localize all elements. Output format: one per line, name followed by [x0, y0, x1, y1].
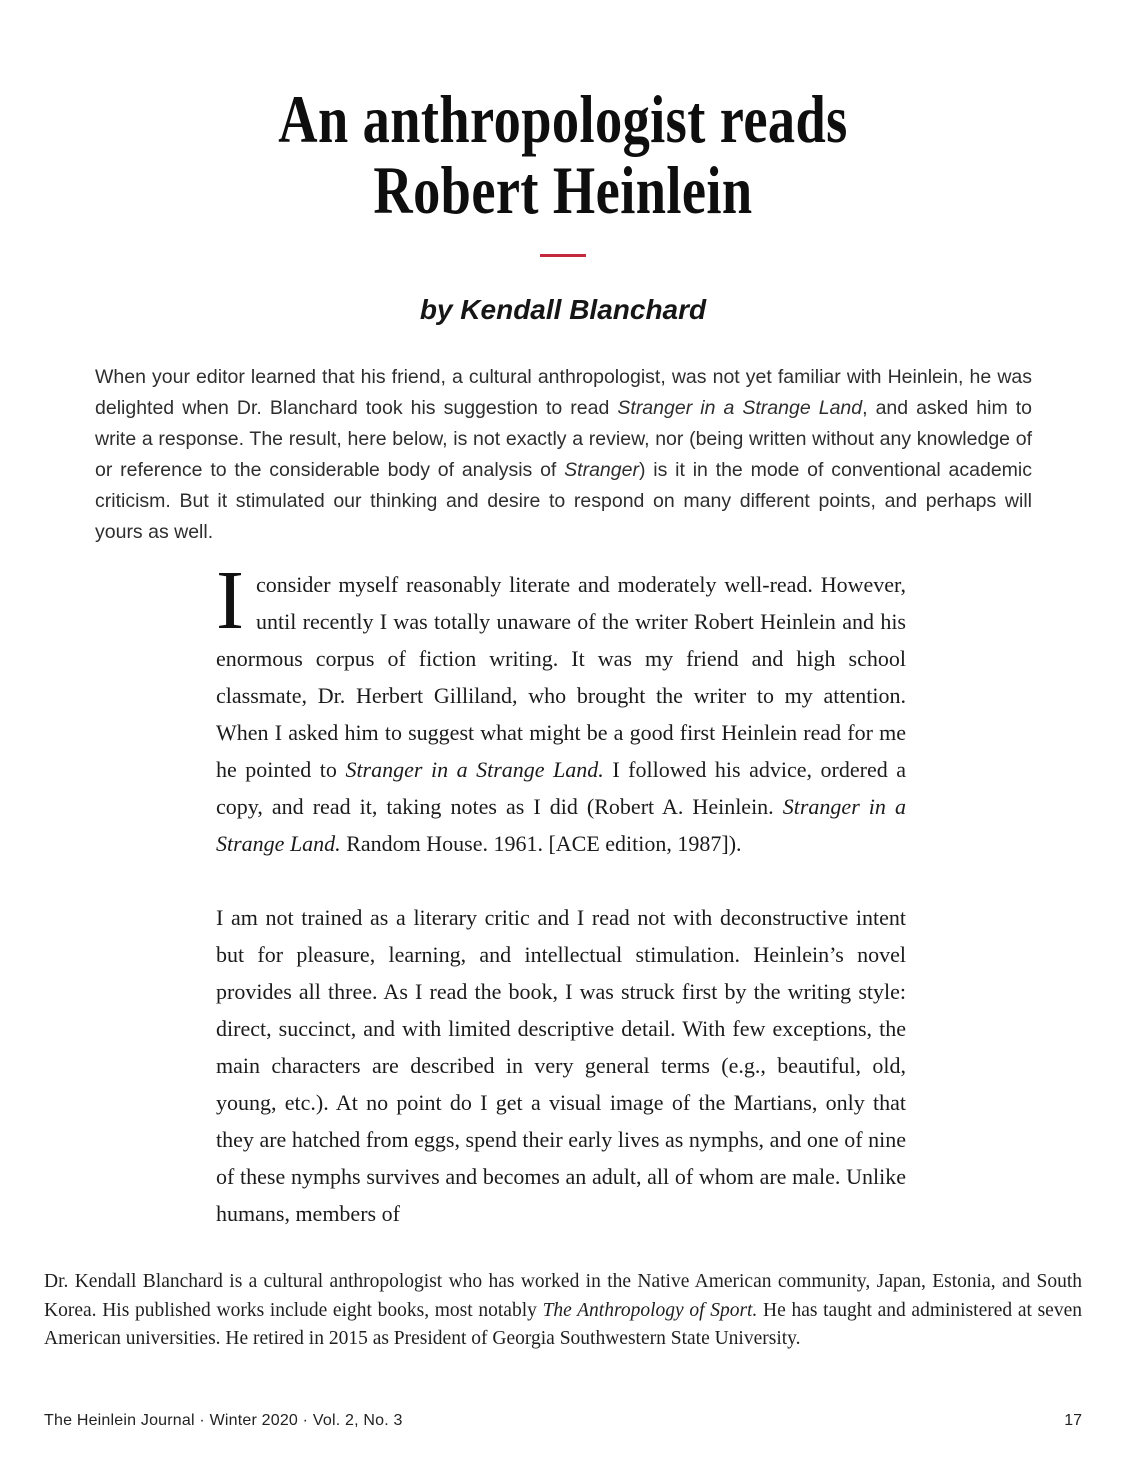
drop-cap: I [216, 554, 244, 647]
body-paragraph-2: I am not trained as a literary critic and I read not with deconstructive intent but for pleasure, learning, and intellectual stimulation. Heinlein’s novel provides all three. As I read the book, I was struck first by the writing style: direct, succinct, and with limited descriptive detail. With few exceptions, the main characters are described in very general terms (e.g., beautiful, old, young, etc.). At no point do I get a visual image of the Martians, only that they are hatched from eggs, spend their early lives as nymphs, and one of nine of these nymphs survives and becomes an adult, all of whom are male. Unlike humans, members of [216, 905, 906, 1226]
article-title [113, 81, 1014, 229]
article-title-line1: An anthropologist reads [278, 81, 848, 157]
article-title-line2: Robert Heinlein [373, 152, 753, 229]
author-bio: Dr. Kendall Blanchard is a cultural anthropologist who has worked in the Native American community, Japan, Estonia, and South Korea. His published works include eight books, most notably The Anthropology of Sport. He has taught and administered at seven American universities. He retired in 2015 as President of Georgia Southwestern State University. [44, 1271, 1082, 1349]
article-body [216, 554, 906, 1269]
byline: by Kendall Blanchard [419, 294, 707, 325]
editor-intro-paragraph: When your editor learned that his friend, a cultural anthropologist, was not yet familiar with Heinlein, he was delighted when Dr. Blanchard took his suggestion to read Stranger in a Strange Land, and asked him to write a response. The result, here below, is not exactly a review, nor (being written without any knowledge of or reference to the considerable body of analysis of Stranger) is it in the mode of conventional academic criticism. But it stimulated our thinking and desire to respond on many different points, and perhaps will yours as well. [95, 366, 1032, 543]
accent-divider [540, 254, 586, 257]
body-paragraph-1-text: consider myself reasonably literate and moderately well-read. However, until recently I was totally unaware of the writer Robert Heinlein and his enormous corpus of fiction writing. It was my friend and high school classmate, Dr. Herbert Gilliland, who brought the writer to my attention. When I asked him to suggest what might be a good first Heinlein read for me he pointed to Stranger in a Strange Land. I followed his advice, ordered a copy, and read it, taking notes as I did (Robert A. Heinlein. Stranger in a Strange Land. Random House. 1961. [ACE edition, 1987]). [216, 572, 906, 856]
page-footer [44, 1412, 1082, 1430]
journal-issue-line: The Heinlein Journal · Winter 2020 · Vol. 2, No. 3 [44, 1412, 403, 1429]
page-number: 17 [1064, 1412, 1082, 1429]
body-paragraph-1 [216, 554, 906, 862]
